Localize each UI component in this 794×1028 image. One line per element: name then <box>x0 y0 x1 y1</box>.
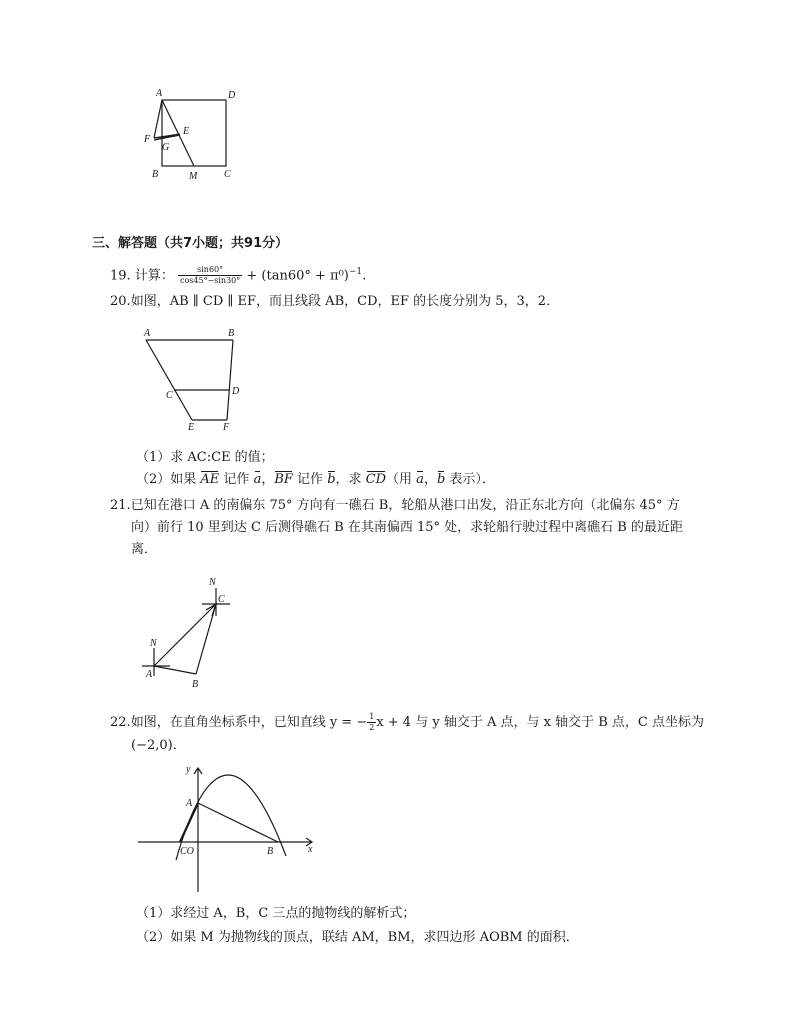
label-b: B <box>152 169 159 180</box>
segment-ab <box>154 666 196 674</box>
square-abcd <box>162 100 226 166</box>
label-f: F <box>144 134 151 145</box>
q22-number: 22. <box>110 715 131 730</box>
q19-prefix: 计算： <box>134 268 174 284</box>
vector-b: b <box>327 470 335 490</box>
label-a: A <box>186 798 193 809</box>
label-co: CO <box>180 846 194 857</box>
section-heading: 三、解答题（共7小题；共91分） <box>92 236 289 251</box>
q20-p2-e: ，求 <box>335 472 366 487</box>
q21-number: 21. <box>110 498 131 513</box>
label-a: A <box>144 328 151 339</box>
q19-fraction <box>178 265 242 286</box>
q22-frac-num: 1 <box>369 712 375 721</box>
q20-p2-b: 记作 <box>219 472 254 487</box>
q20-text: 如图，AB ∥ CD ∥ EF，而且线段 AB，CD，EF 的长度分别为 5，3，2． <box>130 294 560 309</box>
question-20 <box>110 292 559 312</box>
q20-number: 20. <box>110 294 131 309</box>
label-m: M <box>189 171 198 182</box>
label-g: G <box>162 142 170 153</box>
q20-part1: （1）求 AC:CE 的值； <box>136 450 274 465</box>
figure-trapezoid <box>136 324 256 434</box>
figure-navigation <box>140 574 240 694</box>
q20-p2-f: （用 <box>386 472 417 487</box>
q22-line1-a: 如图，在直角坐标系中，已知直线 y = − <box>130 715 368 730</box>
q21-line1: 已知在港口 A 的南偏东 75° 方向有一礁石 B，轮船从港口出发，沿正东北方向（北偏东 45° 方 <box>130 498 680 513</box>
segment-bf <box>227 340 233 420</box>
question-21-line1 <box>110 496 680 516</box>
label-a: A <box>146 669 153 680</box>
label-c: C <box>166 390 173 401</box>
q21-line2: 向）前行 10 里到达 C 后测得礁石 B 在其南偏西 15° 处，求轮船行驶过程中离礁石 B 的最近距 <box>131 520 683 535</box>
q22-fraction <box>367 712 376 733</box>
label-n-top: N <box>209 577 216 588</box>
q20-part2 <box>136 470 495 490</box>
label-d: D <box>232 386 240 397</box>
label-b: B <box>192 679 199 690</box>
q22-frac-den: 2 <box>369 723 375 732</box>
label-a: A <box>156 88 163 99</box>
label-c: C <box>224 169 231 180</box>
q20-p2-d: 记作 <box>292 472 328 487</box>
label-y: y <box>186 764 191 775</box>
q19-exponent: −1 <box>348 267 363 277</box>
label-d: D <box>228 90 236 101</box>
vector-ae: AE <box>200 470 219 490</box>
label-e: E <box>188 422 195 433</box>
vector-a: a <box>254 470 262 490</box>
question-19 <box>110 262 366 286</box>
segment-ae <box>146 340 192 420</box>
figure-square <box>140 84 250 184</box>
segment-am <box>162 100 194 166</box>
q19-frac-den: cos45°−sin30° <box>179 276 241 286</box>
question-22-line1 <box>110 712 704 736</box>
label-b: B <box>228 328 235 339</box>
q22-part1: （1）求经过 A，B，C 三点的抛物线的解析式； <box>136 906 416 921</box>
q21-line3: 离． <box>131 542 158 557</box>
label-n-left: N <box>150 638 157 649</box>
q22-part2: （2）如果 M 为抛物线的顶点，联结 AM，BM，求四边形 AOBM 的面积． <box>136 930 579 945</box>
label-b: B <box>267 846 274 857</box>
q20-p2-g: ， <box>423 472 437 487</box>
label-c: C <box>218 594 225 605</box>
line-ab <box>198 803 278 842</box>
q19-number: 19. <box>110 268 131 284</box>
q20-p2-c: ， <box>261 472 275 487</box>
vector-a-2: a <box>416 470 424 490</box>
vector-cd: CD <box>366 470 386 490</box>
label-x: x <box>308 844 313 855</box>
q19-end: . <box>362 268 367 284</box>
vector-bf: BF <box>274 470 293 490</box>
figure-parabola <box>136 762 326 898</box>
q19-frac-num: sin60° <box>178 265 242 276</box>
q20-p2-h: 表示）． <box>445 472 495 487</box>
q20-p2-a: （2）如果 <box>136 472 201 487</box>
q22-line1-b: x + 4 与 y 轴交于 A 点，与 x 轴交于 B 点，C 点坐标为 <box>376 715 704 730</box>
segment-af <box>154 100 162 138</box>
q19-tail: + (tan60° + π⁰) <box>246 268 349 284</box>
label-f: F <box>223 422 230 433</box>
vector-b-2: b <box>437 470 445 490</box>
label-e: E <box>183 126 190 137</box>
q22-line2: (−2,0)． <box>131 738 186 753</box>
